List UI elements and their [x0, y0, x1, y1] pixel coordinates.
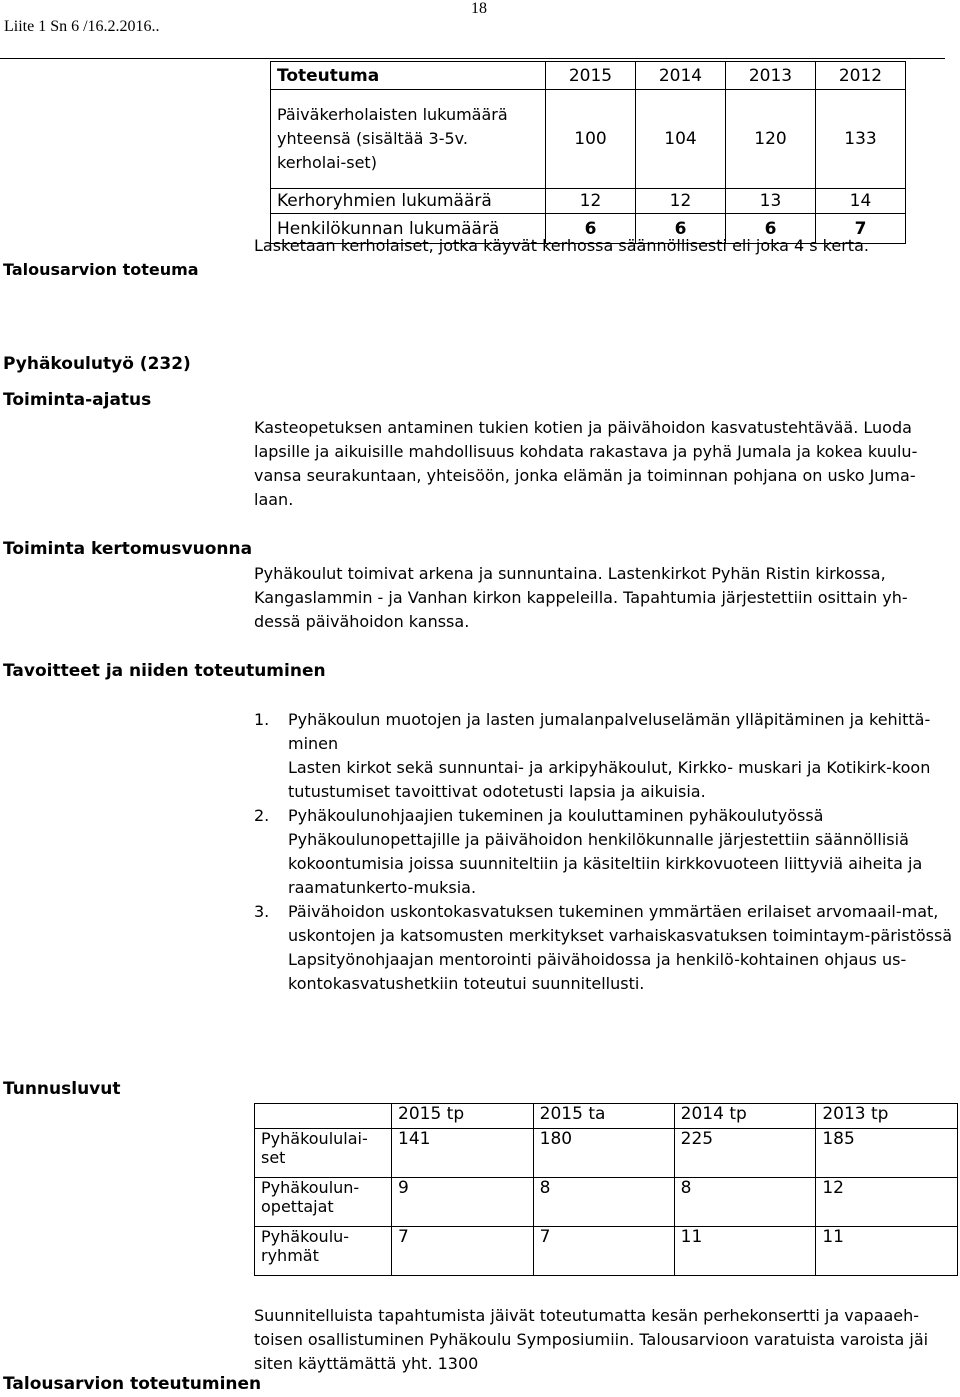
talousarvion-toteuma-label: Talousarvion toteuma — [3, 260, 199, 279]
tunnusluvut-title: Tunnusluvut — [3, 1079, 121, 1099]
table-header-cell: 2015 ta — [533, 1104, 674, 1129]
table-row-label: Pyhäkoulu-ryhmät — [255, 1227, 392, 1276]
table-cell: 11 — [816, 1227, 958, 1276]
tunnusluvut-table — [254, 1103, 958, 1276]
table-header-cell: 2014 — [636, 62, 726, 90]
table-header-cell: 2013 tp — [816, 1104, 958, 1129]
table-row-label: Pyhäkoululai-set — [255, 1129, 392, 1178]
talousarvion-toteutuminen-label: Talousarvion toteutuminen — [3, 1374, 262, 1394]
table-row — [255, 1178, 958, 1227]
table-cell: 100 — [546, 90, 636, 189]
list-item — [254, 900, 954, 996]
table-row — [271, 189, 906, 214]
table-row-label: Päiväkerholaisten lukumäärä yhteensä (sisältää 3-5v. kerholai-set) — [271, 90, 546, 189]
toiminta-ajatus-label: Toiminta-ajatus — [3, 390, 152, 410]
list-item — [254, 804, 954, 900]
table-cell: 7 — [816, 214, 906, 244]
table-cell: 12 — [816, 1178, 958, 1227]
table-header-cell — [255, 1104, 392, 1129]
table-cell: 8 — [533, 1178, 674, 1227]
page-number: 18 — [471, 0, 487, 17]
goal-result: Pyhäkoulunopettajille ja päivähoidon henkilökunnalle järjestettiin säännöllisiä kokoontumisia joissa suunniteltiin ja käsiteltiin kirkkovuoteen liittyviä aiheita ja raamatunkerto-muksia. — [288, 830, 923, 897]
table-cell: 13 — [726, 189, 816, 214]
goal-number: 1. — [254, 710, 270, 729]
table-header-row — [271, 62, 906, 90]
table-header-cell: 2013 — [726, 62, 816, 90]
list-item — [254, 708, 954, 804]
kertomusvuonna-label: Toiminta kertomusvuonna — [3, 539, 253, 559]
table-row-label: Henkilökunnan lukumäärä — [271, 214, 546, 244]
table-header-cell: 2012 — [816, 62, 906, 90]
table-header-cell: 2015 tp — [392, 1104, 534, 1129]
table-cell: 11 — [674, 1227, 816, 1276]
table-cell: 12 — [636, 189, 726, 214]
tavoitteet-label: Tavoitteet ja niiden toteutuminen — [3, 661, 326, 681]
goal-number: 3. — [254, 902, 270, 921]
table-cell: 7 — [533, 1227, 674, 1276]
document-header-text: Liite 1 Sn 6 /16.2.2016.. — [4, 18, 160, 35]
table-cell: 9 — [392, 1178, 534, 1227]
tunnusluvut-note: Suunnitelluista tapahtumista jäivät toteutumatta kesän perhekonsertti ja vapaaeh-toisen osallistuminen Pyhäkoulu Symposiumiin. Talousarvioon varatuista varoista jäi siten käyttämättä yht. 1300 — [254, 1306, 929, 1373]
toteutuma-table — [270, 61, 906, 244]
toiminta-ajatus-text: Kasteopetuksen antaminen tukien kotien ja päivähoidon kasvatustehtävää. Luoda lapsille ja aikuisille mahdollisuus kohdata rakastava ja pyhä Jumala ja kokea kuulu-vansa seurakuntaan, yhteisöön, jonka elämän ja toiminnan pohjana on usko Juma-laan. — [254, 418, 918, 509]
table-cell: 6 — [546, 214, 636, 244]
table-cell: 14 — [816, 189, 906, 214]
goal-title: Pyhäkoulunohjaajien tukeminen ja kouluttaminen pyhäkoulutyössä — [288, 806, 824, 825]
table-cell: 104 — [636, 90, 726, 189]
goals-list — [254, 708, 954, 996]
table-cell: 12 — [546, 189, 636, 214]
table-header-cell: 2015 — [546, 62, 636, 90]
table-cell: 225 — [674, 1129, 816, 1178]
table-cell: 8 — [674, 1178, 816, 1227]
section-title: Pyhäkoulutyö (232) — [3, 354, 191, 374]
table-row — [255, 1227, 958, 1276]
table-row — [271, 90, 906, 189]
table-cell: 6 — [636, 214, 726, 244]
goal-number: 2. — [254, 806, 270, 825]
header-rule — [0, 58, 945, 59]
table-cell: 120 — [726, 90, 816, 189]
table-cell: 6 — [726, 214, 816, 244]
table-cell: 7 — [392, 1227, 534, 1276]
table-row-label: Kerhoryhmien lukumäärä — [271, 189, 546, 214]
table-row — [255, 1129, 958, 1178]
toteuma-note: Lasketaan kerholaiset, jotka käyvät kerhossa säännöllisesti eli joka 4 s kerta. — [254, 236, 869, 255]
table-header-row — [255, 1104, 958, 1129]
table-cell: 141 — [392, 1129, 534, 1178]
kertomusvuonna-text: Pyhäkoulut toimivat arkena ja sunnuntaina. Lastenkirkot Pyhän Ristin kirkossa, Kangaslammin - ja Vanhan kirkon kappeleilla. Tapahtumia järjestettiin osittain yh-dessä päivähoidon kanssa. — [254, 564, 908, 631]
goal-title: Päivähoidon uskontokasvatuksen tukeminen ymmärtäen erilaiset arvomaail-mat, uskontojen ja katsomusten merkitykset varhaiskasvatuksen toimintaym-päristössä — [288, 902, 953, 945]
table-cell: 133 — [816, 90, 906, 189]
table-cell: 185 — [816, 1129, 958, 1178]
goal-title: Pyhäkoulun muotojen ja lasten jumalanpalveluselämän ylläpitäminen ja kehittä-minen — [288, 710, 931, 753]
table-header-cell: Toteutuma — [271, 62, 546, 90]
table-cell: 180 — [533, 1129, 674, 1178]
goal-result: Lasten kirkot sekä sunnuntai- ja arkipyhäkoulut, Kirkko- muskari ja Kotikirk-koon tutustumiset tavoittivat odotetusti lapsia ja aikuisia. — [288, 758, 931, 801]
table-row-label: Pyhäkoulun-opettajat — [255, 1178, 392, 1227]
table-header-cell: 2014 tp — [674, 1104, 816, 1129]
goal-result: Lapsityönohjaajan mentorointi päivähoidossa ja henkilö-kohtainen ohjaus us-kontokasvatushetkiin toteutui suunnitellusti. — [288, 950, 907, 993]
